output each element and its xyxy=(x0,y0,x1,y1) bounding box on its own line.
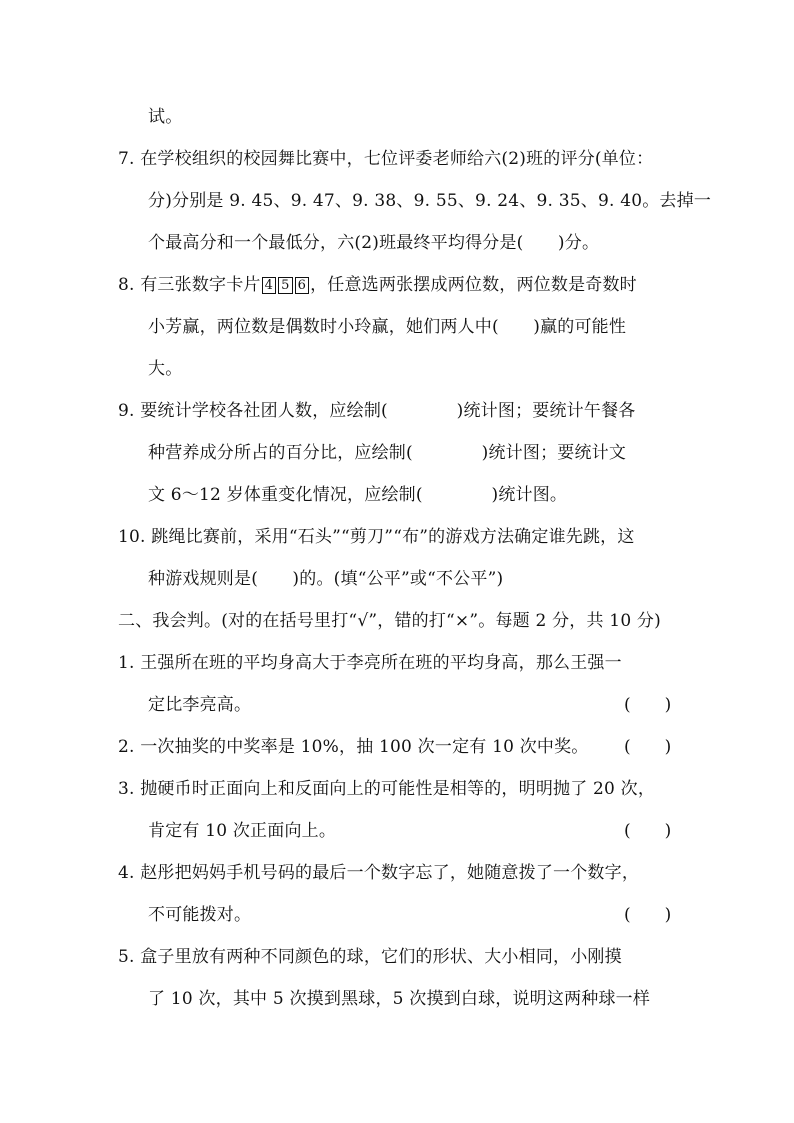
judge-1-line-1: 1. 王强所在班的平均身高大于李亮所在班的平均身高，那么王强一 xyxy=(118,653,622,673)
question-8-line-1 xyxy=(118,274,637,296)
judge-5-line-1: 5. 盒子里放有两种不同颜色的球，它们的形状、大小相同，小刚摸 xyxy=(118,947,622,967)
question-9-line-1: 9. 要统计学校各社团人数，应绘制( )统计图；要统计午餐各 xyxy=(118,401,636,421)
judge-2-line: 2. 一次抽奖的中奖率是 10%，抽 100 次一定有 10 次中奖。 xyxy=(118,737,589,757)
question-7-line-2: 分)分别是 9. 45、9. 47、9. 38、9. 55、9. 24、9. 35、9. 40。去掉一 xyxy=(148,191,712,211)
line-01: 试。 xyxy=(148,107,183,127)
question-8-text-a: 8. 有三张数字卡片 xyxy=(118,275,261,295)
judge-3-line-2: 肯定有 10 次正面向上。 xyxy=(148,821,337,841)
question-9-line-3: 文 6～12 岁体重变化情况，应绘制( )统计图。 xyxy=(148,485,568,505)
question-8-line-3: 大。 xyxy=(148,359,183,379)
question-8-line-2: 小芳赢，两位数是偶数时小玲赢，她们两人中( )赢的可能性 xyxy=(148,317,627,337)
judge-5-line-2: 了 10 次，其中 5 次摸到黑球，5 次摸到白球，说明这两种球一样 xyxy=(148,989,651,1009)
judge-4-line-2: 不可能拨对。 xyxy=(148,905,252,925)
judge-2-answer-paren[interactable]: ( ) xyxy=(624,737,672,757)
question-10-line-2: 种游戏规则是( )的。(填“公平”或“不公平”) xyxy=(148,569,504,589)
judge-3-line-1: 3. 抛硬币时正面向上和反面向上的可能性是相等的，明明抛了 20 次， xyxy=(118,779,656,799)
judge-1-answer-paren[interactable]: ( ) xyxy=(624,695,672,715)
judge-3-answer-paren[interactable]: ( ) xyxy=(624,821,672,841)
number-card-4: 4 xyxy=(262,277,276,294)
judge-4-answer-paren[interactable]: ( ) xyxy=(624,905,672,925)
judge-4-line-1: 4. 赵彤把妈妈手机号码的最后一个数字忘了，她随意拨了一个数字， xyxy=(118,863,640,883)
judge-1-line-2: 定比李亮高。 xyxy=(148,695,252,715)
question-7-line-3: 个最高分和一个最低分，六(2)班最终平均得分是( )分。 xyxy=(148,233,600,253)
question-10-line-1: 10. 跳绳比赛前，采用“石头”“剪刀”“布”的游戏方法确定谁先跳，这 xyxy=(118,527,635,547)
question-9-line-2: 种营养成分所占的百分比，应绘制( )统计图；要统计文 xyxy=(148,443,627,463)
section-2-heading: 二、我会判。(对的在括号里打“√”，错的打“×”。每题 2 分，共 10 分) xyxy=(118,611,661,631)
question-8-text-b: ，任意选两张摆成两位数，两位数是奇数时 xyxy=(310,275,637,295)
number-card-6: 6 xyxy=(295,277,309,294)
number-card-5: 5 xyxy=(278,277,292,294)
question-7-line-1: 7. 在学校组织的校园舞比赛中，七位评委老师给六(2)班的评分(单位： xyxy=(118,149,654,169)
